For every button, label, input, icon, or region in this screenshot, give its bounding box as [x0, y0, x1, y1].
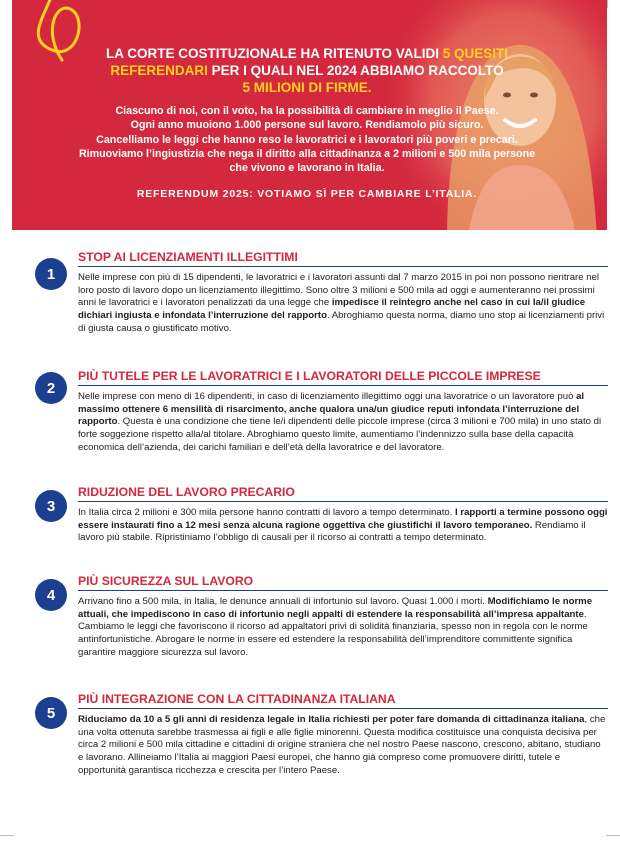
referendum-slogan: REFERENDUM 2025: VOTIAMO SÌ PER CAMBIARE L’ITALIA. — [136, 188, 478, 200]
section-text — [78, 714, 608, 778]
section-title: PIÙ TUTELE PER LE LAVORATRICI E I LAVORATORI DELLE PICCOLE IMPRESE — [78, 369, 608, 386]
hero-paragraph: Cancelliamo le leggi che hanno reso le lavoratrici e i lavoratori più poveri e precari. — [96, 133, 518, 146]
headline-highlight: 5 MILIONI DI FIRME. — [242, 80, 372, 95]
section-text — [78, 507, 608, 545]
section-title: PIÙ SICUREZZA SUL LAVORO — [78, 574, 608, 591]
section-text — [78, 391, 608, 455]
section-text-part: In Italia circa 2 milioni e 300 mila persone hanno contratti di lavoro a tempo determinato. — [78, 507, 456, 518]
hero-banner — [12, 0, 607, 230]
section-number-badge: 4 — [35, 579, 67, 611]
crop-mark — [0, 835, 14, 836]
section-title: PIÙ INTEGRAZIONE CON LA CITTADINANZA ITALIANA — [78, 692, 608, 709]
section-text-bold: al massimo ottenere 6 mensilità di risarcimento, anche qualora una/un giudice reputi infondata l’interruzione del rapporto — [78, 391, 585, 428]
section-text-part: , che una volta ottenuta sarebbe trasmessa ai figli e alle figlie minorenni. Questa modifica costituisce una conquista decisiva per circa 2 milioni e 500 mila cittadine e cittadini di origine straniera che nel nostro Paese nascono, crescono, abitano, studiano e lavorano. Allineiamo l’Italia ai maggiori Paesi europei, che hanno già compreso come promuovere diritti, tutele e opportunità garantisca ricchezza e crescita per l’intero Paese. — [78, 714, 606, 776]
section-text-part: . Abroghiamo questa norma, diamo uno stop ai licenziamenti privi di giusta causa o giustificato motivo. — [78, 310, 605, 334]
headline-text: LA CORTE COSTITUZIONALE HA RITENUTO VALIDI — [105, 46, 443, 61]
crop-mark — [606, 835, 620, 836]
section-text-part: Arrivano fino a 500 mila, in Italia, le denunce annuali di infortunio sul lavoro. Quasi 1.000 i morti. — [78, 596, 488, 607]
hero-paragraph: Ciascuno di noi, con il voto, ha la possibilità di cambiare in meglio il Paese. — [115, 105, 499, 117]
hero-body — [72, 104, 542, 175]
section-title: STOP AI LICENZIAMENTI ILLEGITTIMI — [78, 250, 608, 267]
crop-mark — [607, 0, 608, 8]
section-number-badge: 3 — [35, 490, 67, 522]
section-number-badge: 2 — [35, 372, 67, 404]
section-text-bold: Riduciamo da 10 a 5 gli anni di residenza legale in Italia richiesti per poter fare domanda di cittadinanza italiana — [78, 714, 585, 725]
section-text — [78, 272, 608, 336]
section-text-part: . Questa è una condizione che tiene le/i dipendenti delle piccole imprese (circa 3 milioni e 700 mila) in uno stato di forte soggezione rispetto alla/al titolare. Abroghiamo questo limite, aumentiamo l’indennizzo sulla base della capacità economica dell’azienda, dei carichi familiari e dell’età della lavoratrice e del lavoratore. — [78, 416, 602, 453]
section-text-bold: impedisce il reintegro anche nel caso in cui la/il giudice dichiari ingiusta e infondata l’interruzione del rapporto — [78, 297, 586, 322]
section-text-part: Nelle imprese con più di 15 dipendenti, le lavoratrici e i lavoratori assunti dal 7 marzo 2015 in poi non possono rientrare nel loro posto di lavoro dopo un licenziamento illegittimo. Sono oltre 3 milioni e 500 mila ad oggi e aumenteranno nei prossimi anni le lavoratrici e i lavoratori penalizzati da una legge che — [78, 272, 600, 309]
section-number-badge: 1 — [35, 258, 67, 290]
headline-text: PER I QUALI NEL 2024 ABBIAMO RACCOLTO — [207, 63, 504, 78]
section-text-part: . Cambiamo le leggi che favoriscono il ricorso ad appaltatori privi di solidità finanziaria, spesso non in regola con le norme antinfortunistiche. Abrogare le norme in essere ed estendere la responsabilità dell’imprenditore committente significa garantire maggiore sicurezza sul lavoro. — [78, 608, 588, 658]
section-text-bold: I rapporti a termine possono oggi essere instaurati fino a 12 mesi senza alcuna ragione oggettiva che giustifichi il lavoro temporaneo. — [78, 507, 608, 531]
hero-headline — [87, 45, 527, 96]
section-text-part: Rendiamo il lavoro più stabile. Ripristiniamo l’obbligo di causali per il ricorso ai contratti a tempo determinato. — [78, 519, 586, 544]
section-number-badge: 5 — [35, 697, 67, 729]
section-text — [78, 596, 608, 660]
hero-paragraph: Ogni anno muoiono 1.000 persone sul lavoro. Rendiamolo più sicuro. — [130, 119, 484, 132]
section-title: RIDUZIONE DEL LAVORO PRECARIO — [78, 485, 608, 502]
hero-paragraph: Rimuoviamo l’ingiustizia che nega il diritto alla cittadinanza a 2 milioni e 500 mila persone che vivono e lavorano in Italia. — [78, 147, 536, 175]
headline-highlight: 5 QUESITI REFERENDARI — [110, 46, 508, 78]
section-text-bold: Modifichiamo le norme attuali, che impediscono in caso di infortunio negli appalti di estendere la responsabilità all’impresa appaltante — [78, 596, 593, 620]
section-text-part: Nelle imprese con meno di 16 dipendenti, in caso di licenziamento illegittimo oggi una lavoratrice o un lavoratore può — [78, 391, 577, 402]
